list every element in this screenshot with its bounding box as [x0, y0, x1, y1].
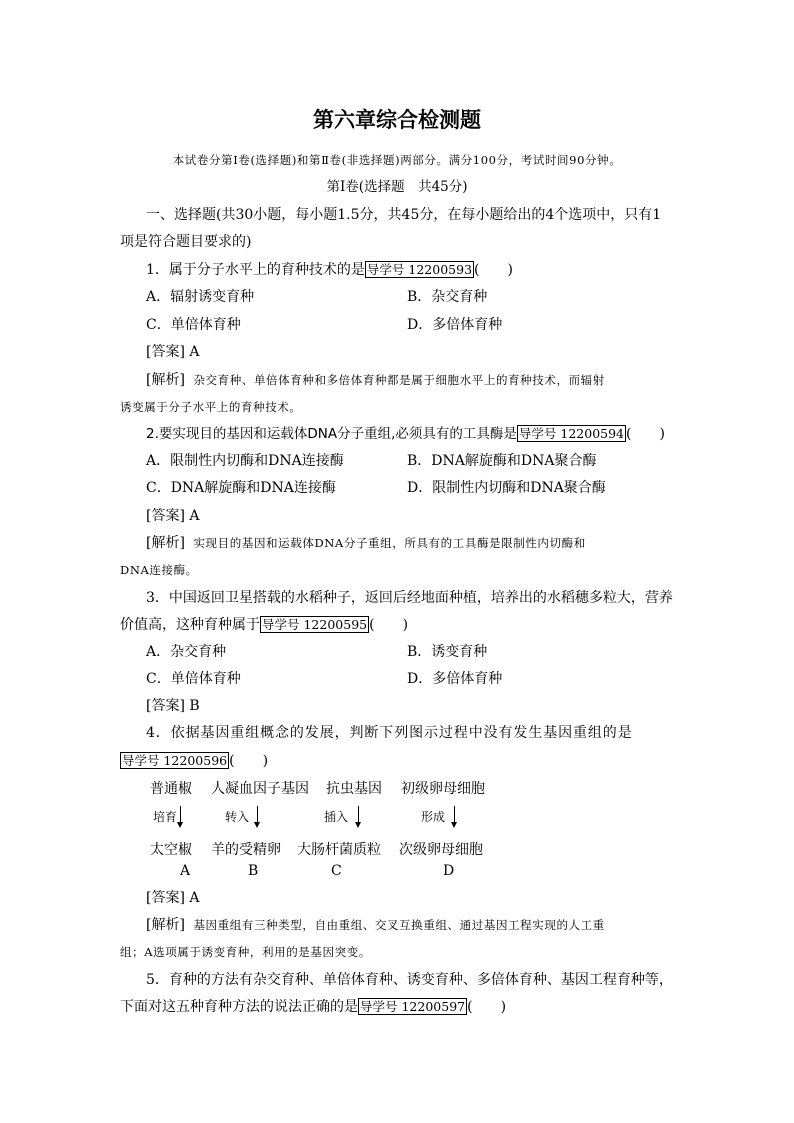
option-b: B．DNA解旋酶和DNA聚合酶 [407, 453, 597, 469]
question-3-stem-2 [120, 616, 408, 634]
answer-row [146, 343, 200, 361]
question-code-link[interactable]: 导学号 12200597 [360, 999, 466, 1014]
answer-paren: ( ) [467, 999, 507, 1015]
diagram-arrow-d [421, 806, 455, 826]
question-code-link[interactable]: 导学号 12200594 [518, 426, 625, 441]
option-a: A．杂交育种 [146, 644, 227, 660]
answer-row [146, 697, 200, 715]
down-arrow-icon [180, 806, 181, 826]
question-3-stem-1: 3．中国返回卫星搭载的水稻种子，返回后经地面种植，培养出的水稻穗多粒大，营养 [146, 590, 673, 606]
process-label: 形成 [421, 809, 446, 824]
diagram-letter-a: A [180, 863, 191, 879]
answer-row [146, 507, 200, 525]
diagram-letter-b: B [248, 863, 259, 879]
explanation-text: 杂交育种、单倍体育种和多倍体育种都是属于细胞水平上的育种技术，而辐射 [193, 373, 605, 387]
part-instructions-1: 一、选择题(共30小题，每小题1.5分，共45分，在每小题给出的4个选项中，只有1 [146, 207, 662, 223]
answer-paren: ( ) [229, 753, 269, 769]
question-5-stem-1: 5．育种的方法有杂交育种、单倍体育种、诱变育种、多倍体育种、基因工程育种等， [146, 972, 673, 988]
down-arrow-icon [358, 806, 359, 826]
question-text: 1．属于分子水平上的育种技术的是 [146, 262, 365, 278]
option-b: B．诱变育种 [407, 644, 488, 660]
diagram-bottom-d: 次级卵母细胞 [399, 842, 483, 858]
diagram-letter-d: D [443, 863, 455, 879]
explanation-line-1 [146, 534, 586, 552]
down-arrow-icon [454, 806, 455, 826]
diagram-top-c: 抗虫基因 [326, 781, 382, 797]
question-2-stem [146, 425, 665, 443]
question-1-stem [146, 261, 513, 279]
part-instructions-2: 项是符合题目要求的) [120, 234, 252, 250]
explanation-line-1 [146, 916, 605, 934]
diagram-letter-c: C [331, 863, 342, 879]
option-d: D．多倍体育种 [407, 317, 503, 333]
explanation-tag: [解析] [146, 917, 185, 933]
section-heading: 第Ⅰ卷(选择题 共45分) [326, 179, 468, 195]
diagram-bottom-b: 羊的受精卵 [211, 842, 281, 858]
diagram-bottom-c: 大肠杆菌质粒 [297, 842, 381, 858]
question-5-stem-2 [120, 998, 506, 1016]
process-label: 插入 [324, 809, 349, 824]
answer-value: A [189, 344, 200, 360]
question-code-link[interactable]: 导学号 12200596 [122, 753, 228, 768]
process-label: 培育 [153, 809, 178, 824]
explanation-line-2: 组；A选项属于诱变育种，利用的是基因突变。 [120, 945, 371, 959]
answer-value: A [189, 508, 200, 524]
option-c: C．单倍体育种 [146, 671, 241, 687]
explanation-line-2: DNA连接酶。 [120, 563, 198, 577]
process-label: 转入 [225, 809, 250, 824]
answer-row [146, 889, 200, 907]
question-code-link[interactable]: 导学号 12200593 [366, 262, 473, 277]
answer-tag: [答案] [146, 344, 185, 360]
question-text: 2.要实现目的基因和运载体DNA分子重组,必须具有的工具酶是 [146, 426, 517, 442]
diagram-bottom-a: 太空椒 [150, 842, 192, 858]
question-4-stem-2 [120, 752, 268, 770]
option-c: C．DNA解旋酶和DNA连接酶 [146, 480, 336, 496]
diagram-top-b: 人凝血因子基因 [211, 781, 309, 797]
diagram-top-a: 普通椒 [150, 781, 192, 797]
option-c: C．单倍体育种 [146, 317, 241, 333]
option-a: A．限制性内切酶和DNA连接酶 [146, 453, 344, 469]
answer-value: A [189, 890, 200, 906]
answer-tag: [答案] [146, 508, 185, 524]
answer-tag: [答案] [146, 890, 185, 906]
option-b: B．杂交育种 [407, 289, 488, 305]
question-text: 价值高，这种育种属于 [120, 617, 260, 633]
down-arrow-icon [257, 806, 258, 826]
diagram-arrow-a [153, 806, 181, 826]
diagram-top-d: 初级卵母细胞 [401, 781, 485, 797]
option-a: A．辐射诱变育种 [146, 289, 255, 305]
answer-paren: ( ) [474, 262, 513, 278]
explanation-tag: [解析] [146, 372, 185, 388]
explanation-text: 基因重组有三种类型，自由重组、交叉互换重组、通过基因工程实现的人工重 [193, 918, 605, 932]
answer-tag: [答案] [146, 698, 185, 714]
answer-paren: ( ) [626, 426, 665, 442]
option-d: D．限制性内切酶和DNA聚合酶 [407, 480, 606, 496]
diagram-arrow-c [324, 806, 359, 826]
answer-value: B [189, 698, 200, 714]
explanation-line-2: 诱变属于分子水平上的育种技术。 [120, 400, 302, 414]
question-text: 下面对这五种育种方法的说法正确的是 [120, 999, 358, 1015]
page-title: 第六章综合检测题 [313, 108, 481, 132]
explanation-text: 实现目的基因和运载体DNA分子重组，所具有的工具酶是限制性内切酶和 [193, 536, 586, 550]
intro-text: 本试卷分第Ⅰ卷(选择题)和第Ⅱ卷(非选择题)两部分。满分100分，考试时间90分钟。 [172, 153, 622, 167]
question-code-link[interactable]: 导学号 12200595 [262, 617, 368, 632]
option-d: D．多倍体育种 [407, 671, 503, 687]
explanation-line-1 [146, 371, 605, 389]
diagram-arrow-b [225, 806, 258, 826]
question-4-stem-1: 4．依据基因重组概念的发展，判断下列图示过程中没有发生基因重组的是 [146, 725, 633, 741]
explanation-tag: [解析] [146, 535, 185, 551]
answer-paren: ( ) [369, 617, 409, 633]
